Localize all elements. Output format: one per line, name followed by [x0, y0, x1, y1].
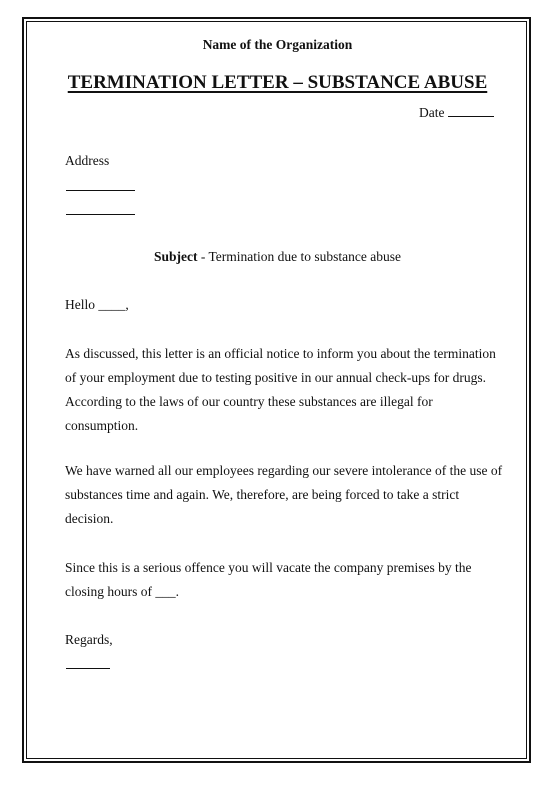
paragraph-line: As discussed, this letter is an official notice to inform you about the termination [65, 346, 496, 361]
greeting: Hello ____, [65, 297, 129, 312]
subject-label: Subject [153, 249, 198, 264]
paragraph-2 [65, 459, 503, 531]
paragraph-line: Since this is a serious offence you will vacate the company premises by the [65, 560, 472, 575]
address-label: Address [65, 153, 110, 168]
paragraph-line: of your employment due to testing positive in our annual check-ups for drugs. [65, 370, 487, 385]
paragraph-line: closing hours of ___. [65, 584, 179, 599]
date-label: Date [419, 105, 445, 120]
date-blank-line [448, 105, 494, 117]
paragraph-line: decision. [65, 511, 114, 526]
address-blank-line-2 [66, 214, 135, 215]
paragraph-line: substances time and again. We, therefore, are being forced to take a strict [65, 487, 460, 502]
address-blank-line-1 [66, 190, 135, 191]
paragraph-line: We have warned all our employees regarding our severe intolerance of the use of [65, 463, 503, 478]
paragraph-1 [65, 342, 495, 438]
date-field [419, 105, 494, 121]
subject-line [0, 249, 555, 265]
subject-text: - Termination due to substance abuse [197, 249, 401, 264]
organization-name: Name of the Organization [202, 37, 353, 52]
paragraph-line: consumption. [65, 418, 139, 433]
paragraph-line: According to the laws of our country these substances are illegal for [65, 394, 433, 409]
letter-title-text: TERMINATION LETTER – SUBSTANCE ABUSE [67, 72, 488, 93]
letter-title [0, 72, 555, 94]
paragraph-3 [65, 556, 495, 604]
signature-blank-line [66, 668, 110, 669]
closing-regards: Regards, [65, 632, 113, 647]
